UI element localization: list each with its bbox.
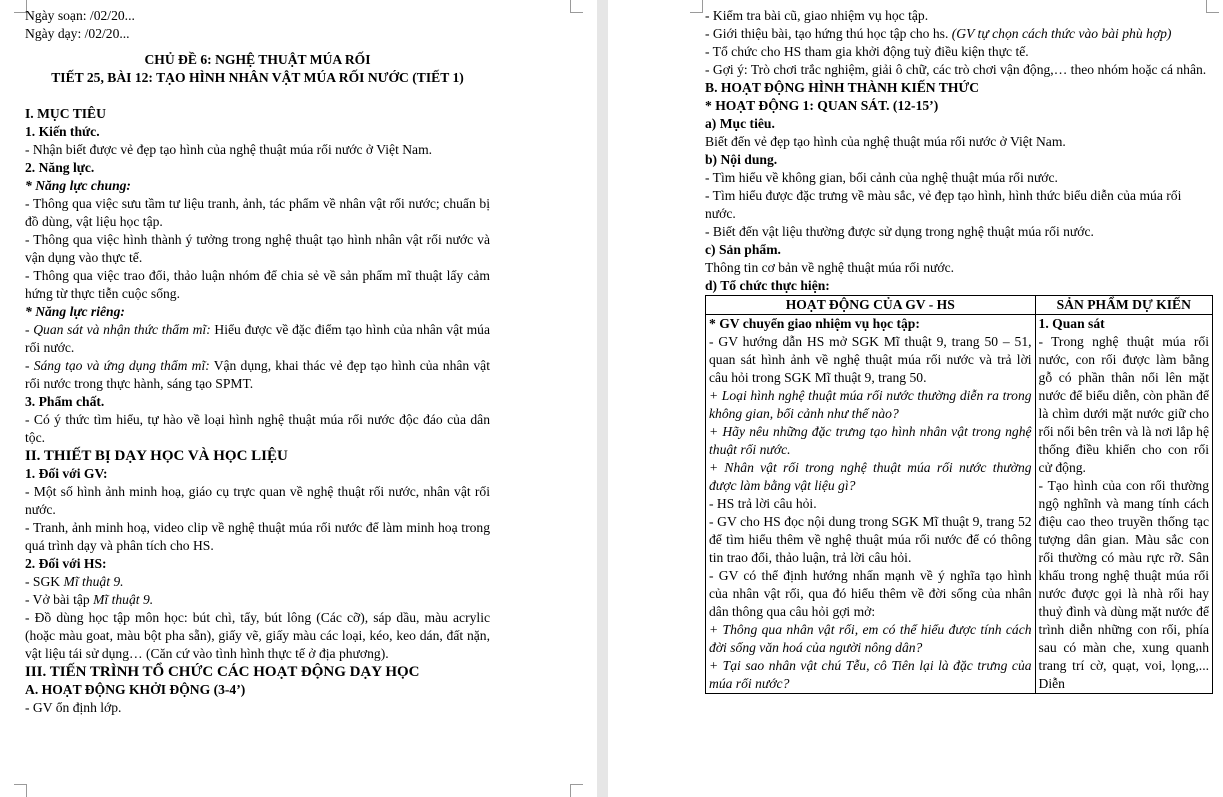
paragraph [705,187,1213,223]
paragraph [25,123,490,141]
paragraph [25,465,490,483]
document-page-left [0,0,597,797]
text-run: - GV có thể định hướng nhấn mạnh về ý nghĩa tạo hình của nhân vật rối, qua đó hiểu thêm về đời sống của nhân dân thông qua câu hỏi gợi mở: [709,568,1032,619]
text-run: A. HOẠT ĐỘNG KHỞI ĐỘNG (3-4’) [25,682,246,697]
text-run: c) Sản phẩm. [705,242,781,257]
paragraph [25,411,490,447]
italic-run: - Sáng tạo và ứng dụng thẩm mĩ: [25,358,210,373]
paragraph [705,223,1213,241]
paragraph [25,393,490,411]
paragraph [25,663,490,681]
text-run: 1. Đối với GV: [25,466,108,481]
right-page-text[interactable] [705,7,1213,694]
paragraph [25,357,490,393]
paragraph [25,321,490,357]
text-run: - Vở bài tập [25,592,94,607]
text-run: 2. Đối với HS: [25,556,107,571]
paragraph [25,447,490,465]
page-corner-mark [690,0,703,13]
text-run: 1. Kiến thức. [25,124,100,139]
italic-run: Mĩ thuật 9. [93,592,154,607]
paragraph [705,259,1213,277]
table-cell-paragraph [709,459,1032,495]
paragraph [25,51,490,69]
paragraph [25,231,490,267]
paragraph [25,25,490,43]
paragraph [25,681,490,699]
right-page-paragraphs [705,7,1213,295]
text-run: II. THIẾT BỊ DẠY HỌC VÀ HỌC LIỆU [25,448,288,464]
text-run: - Tìm hiểu được đặc trưng về màu sắc, vẻ đẹp tạo hình, hình thức biểu diễn của múa rối nước. [705,188,1182,221]
italic-run: (GV tự chọn cách thức vào bài phù hợp) [951,26,1172,41]
paragraph [25,105,490,123]
table-cell-paragraph [709,567,1032,621]
paragraph [705,169,1213,187]
page-corner-mark [570,0,583,13]
text-run: Vận dụng, khai thác vẻ đẹp tạo hình của nhân vật rối nước trong thực hành, sáng tạo SPMT. [25,358,490,391]
table-cell-paragraph [1039,477,1209,693]
text-run: - Tạo hình của con rối thường ngộ nghĩnh và mang tính cách điệu cao theo truyền thống tạc tượng dân gian. Màu sắc con rối thường có màu rực rỡ. Sân khấu trong nghệ thuật múa rối nước được gọi là nhà rối hay thuỷ đình và dùng mặt nước để trình diễn những con rối, phía sau có màn che, xung quanh trang trí cờ, quạt, voi, lọng,... Diễn [1038,478,1209,691]
text-run: - Thông qua việc hình thành ý tưởng trong nghệ thuật tạo hình nhân vật rối nước và vận dụng vào thực tế. [25,232,490,265]
paragraph [25,267,490,303]
text-run: 1. Quan sát [1038,316,1105,331]
paragraph [25,159,490,177]
table-cell-products [1035,315,1212,694]
paragraph [25,699,490,717]
paragraph [705,43,1213,61]
table-cell-paragraph [1039,333,1209,477]
paragraph [705,7,1213,25]
text-run: CHỦ ĐỀ 6: NGHỆ THUẬT MÚA RỐI [144,52,371,67]
text-run: - GV cho HS đọc nội dung trong SGK Mĩ thuật 9, trang 52 để tìm hiểu thêm về nghệ thuật múa rối nước để có thông tin trao đổi, thảo luận, trả lời câu hỏi. [709,514,1032,565]
text-run: - Giới thiệu bài, tạo hứng thú học tập cho hs. [705,26,952,41]
text-run: B. HOẠT ĐỘNG HÌNH THÀNH KIẾN THỨC [705,80,980,95]
table-header-products: SẢN PHẨM DỰ KIẾN [1035,296,1212,315]
text-run: - HS trả lời câu hỏi. [709,496,817,511]
paragraph [25,573,490,591]
paragraph [25,195,490,231]
paragraph [25,303,490,321]
text-run: - SGK [25,574,64,589]
text-run: III. TIẾN TRÌNH TỔ CHỨC CÁC HOẠT ĐỘNG DẠY HỌC [25,664,420,680]
text-run: - Tổ chức cho HS tham gia khởi động tuỳ điều kiện thực tế. [705,44,1029,59]
text-run: * Năng lực chung: [25,178,131,193]
text-run: Hiểu được về đặc điểm tạo hình của nhân vật múa rối nước. [25,322,490,355]
paragraph [705,133,1213,151]
text-run: - Kiểm tra bài cũ, giao nhiệm vụ học tập. [705,8,929,23]
table-cell-paragraph [709,333,1032,387]
text-run: d) Tổ chức thực hiện: [705,278,830,293]
table-cell-paragraph [709,621,1032,657]
text-run: b) Nội dung. [705,152,778,167]
text-run: + Loại hình nghệ thuật múa rối nước thường diễn ra trong không gian, bối cảnh như thế nào? [709,388,1032,421]
paragraph [705,115,1213,133]
text-run: - Tìm hiểu về không gian, bối cảnh của nghệ thuật múa rối nước. [705,170,1058,185]
paragraph [25,609,490,663]
italic-run: - Quan sát và nhận thức thẩm mĩ: [25,322,211,337]
text-run: 3. Phẩm chất. [25,394,105,409]
table-cell-paragraph [709,657,1032,693]
paragraph [25,519,490,555]
text-run: - Có ý thức tìm hiểu, tự hào về loại hình nghệ thuật múa rối nước độc đáo của dân tộc. [25,412,490,445]
text-run: TIẾT 25, BÀI 12: TẠO HÌNH NHÂN VẬT MÚA RỐI NƯỚC (TIẾT 1) [51,70,464,85]
paragraph [25,141,490,159]
paragraph [25,7,490,25]
activity-table [705,295,1213,694]
table-cell-paragraph [709,513,1032,567]
text-run: - Tranh, ảnh minh hoạ, video clip về nghệ thuật múa rối nước để làm minh hoạ trong quá trình dạy và phân tích cho HS. [25,520,490,553]
text-run: + Thông qua nhân vật rối, em có thể hiểu được tính cách đời sống văn hoá của người nông dân? [709,622,1032,655]
paragraph [705,25,1213,43]
paragraph [25,555,490,573]
table-cell-paragraph [709,315,1032,333]
text-run: I. MỤC TIÊU [25,106,106,121]
text-run: - Thông qua việc trao đổi, thảo luận nhóm để chia sẻ về sản phẩm mĩ thuật lấy cảm hứng từ thực tiễn cuộc sống. [25,268,490,301]
text-run: Ngày soạn: /02/20... [25,8,135,23]
paragraph [705,277,1213,295]
document-page-right [608,0,1223,797]
text-run: - Một số hình ảnh minh hoạ, giáo cụ trực quan về nghệ thuật rối nước, nhân vật rối nước. [25,484,490,517]
paragraph [705,79,1213,97]
text-run: + Tại sao nhân vật chú Tễu, cô Tiên lại là đặc trưng của múa rối nước? [709,658,1032,691]
paragraph [25,69,490,87]
paragraph [25,591,490,609]
italic-run: Mĩ thuật 9. [63,574,124,589]
page-corner-mark [570,784,583,797]
text-run: * HOẠT ĐỘNG 1: QUAN SÁT. (12-15’) [705,98,939,113]
text-run: * Năng lực riêng: [25,304,125,319]
text-run: + Hãy nêu những đặc trưng tạo hình nhân vật trong nghệ thuật rối nước. [709,424,1032,457]
text-run: - GV hướng dẫn HS mở SGK Mĩ thuật 9, trang 50 – 51, quan sát hình ảnh về nghệ thuật múa rối nước và trả lời câu hỏi trong SGK Mĩ thuật 9, trang 50. [709,334,1032,385]
text-run: - Nhận biết được vẻ đẹp tạo hình của nghệ thuật múa rối nước ở Việt Nam. [25,142,433,157]
text-run: Ngày dạy: /02/20... [25,26,130,41]
text-run: - Thông qua việc sưu tầm tư liệu tranh, ảnh, tác phẩm về nhân vật rối nước; chuẩn bị đồ dùng, vật liệu học tập. [25,196,490,229]
text-run: - GV ổn định lớp. [25,700,122,715]
paragraph [25,483,490,519]
left-page-text[interactable] [25,7,490,717]
text-run: + Nhân vật rối trong nghệ thuật múa rối nước thường được làm bằng vật liệu gì? [709,460,1032,493]
text-run: 2. Năng lực. [25,160,95,175]
paragraph [705,61,1213,79]
text-run: - Đồ dùng học tập môn học: bút chì, tẩy, bút lông (Các cỡ), sáp dầu, màu acrylic (hoặc màu goat, màu bột pha sẵn), giấy vẽ, giấy màu các loại, kéo, keo dán, đất nặn, vật liệu tái sử dụng… (Căn cứ vào tình hình thực tế ở địa phương). [25,610,490,661]
paragraph [25,177,490,195]
table-cell-paragraph [1039,315,1209,333]
table-cell-paragraph [709,387,1032,423]
table-cell-paragraph [709,423,1032,459]
text-run: a) Mục tiêu. [705,116,775,131]
text-run: Biết đến vẻ đẹp tạo hình của nghệ thuật múa rối nước ở Việt Nam. [705,134,1066,149]
paragraph [705,97,1213,115]
table-cell-activities [706,315,1036,694]
paragraph [705,151,1213,169]
text-run: - Biết đến vật liệu thường được sử dụng trong nghệ thuật múa rối nước. [705,224,1094,239]
paragraph [705,241,1213,259]
text-run: - Gợi ý: Trò chơi trắc nghiệm, giải ô chữ, các trò chơi vận động,… theo nhóm hoặc cá nhân. [705,62,1207,77]
table-header-activities: HOẠT ĐỘNG CỦA GV - HS [706,296,1036,315]
text-run: * GV chuyển giao nhiệm vụ học tập: [709,316,920,331]
text-run: - Trong nghệ thuật múa rối nước, con rối được làm bằng gỗ có phần thân nổi lên mặt nước để biểu diễn, còn phần để là chìm dưới mặt nước giữ cho rối nổi bên trên và là nơi lắp hệ thống điều khiển cho con rối cử động. [1038,334,1209,475]
page-corner-mark [14,784,27,797]
table-cell-paragraph [709,495,1032,513]
text-run: Thông tin cơ bản về nghệ thuật múa rối nước. [705,260,955,275]
